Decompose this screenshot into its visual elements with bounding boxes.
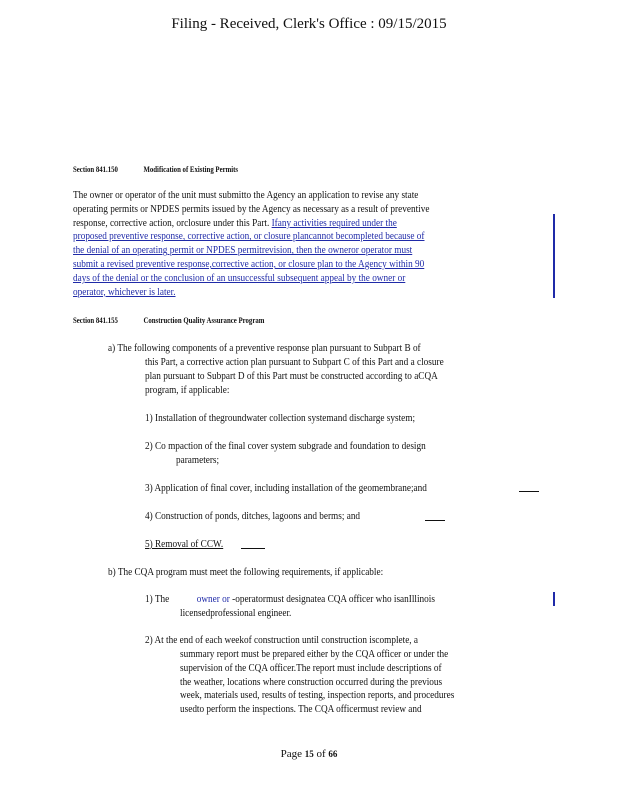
revision-line: submit a revised preventive response,corrective action, or closure plan to the Agency within 90 xyxy=(73,258,425,270)
section-841-150-body xyxy=(73,189,429,299)
list-item-2: 2) Co mpaction of the final cover system subgrade and foundation to design xyxy=(145,441,426,452)
item-b2-continuation: summary report must be prepared either by the CQA officer or under the supervision of the CQA officer.The report must include descriptions of the weather, locations where construction occurred during the previous week, materials used, results of testing, inspection reports, and procedures usedto perform the inspections. The CQA officermust review and xyxy=(180,649,455,716)
subsection-b: b) The CQA program must meet the following requirements, if applicable: xyxy=(108,567,384,578)
section-number: Section 841.150 xyxy=(73,165,118,174)
section-heading-841-155 xyxy=(73,316,264,325)
inserted-blank-line xyxy=(241,548,265,549)
page-number: 15 xyxy=(304,749,314,759)
list-item-1: 1) Installation of thegroundwater collection systemand discharge system; xyxy=(145,413,416,424)
inserted-text: owner or xyxy=(196,594,230,605)
revision-text: Ifany activities required under the xyxy=(271,217,397,229)
paragraph-line: The owner or operator of the unit must submitto the Agency an application to revise any state xyxy=(73,190,419,201)
inserted-blank-line xyxy=(519,491,539,492)
revision-change-bar xyxy=(553,592,555,606)
list-item-4: 4) Construction of ponds, ditches, lagoons and berms; and xyxy=(145,511,361,522)
revision-line: days of the denial or the conclusion of an unsuccessful subsequent appeal by the owner or xyxy=(73,272,406,284)
page-total: 66 xyxy=(328,749,338,759)
item-b2: 2) At the end of each weekof construction until construction iscomplete, a xyxy=(145,635,419,646)
revision-line: operator, whichever is later. xyxy=(73,286,176,298)
paragraph-line: response, corrective action, orclosure under this Part. Ifany activities required under the xyxy=(73,217,397,229)
section-heading-841-150 xyxy=(73,165,238,174)
revision-change-bar xyxy=(553,214,555,298)
revision-line: the denial of an operating permit or NPDES permitrevision, then the owneror operator must xyxy=(73,245,413,257)
page-header: Filing - Received, Clerk's Office : 09/15/2015 xyxy=(171,16,447,32)
subsection-a-continuation: this Part, a corrective action plan pursuant to Subpart C of this Part and a closure plan pursuant to Subpart D of this Part must be constructed according to aCQA program, if applicable: xyxy=(145,357,444,396)
subsection-a-first-line: a) The following components of a preventive response plan pursuant to Subpart B of xyxy=(108,343,421,354)
list-item-3: 3) Application of final cover, including installation of the geomembrane;and xyxy=(145,483,427,494)
inserted-blank-line xyxy=(425,520,445,521)
section-number: Section 841.155 xyxy=(73,316,118,325)
item-b1-continuation: licensedprofessional engineer. xyxy=(180,608,292,619)
revision-line: proposed preventive response, corrective action, or closure plancannot becompleted because of xyxy=(73,231,425,243)
page-footer: Page 15 of 66 xyxy=(280,748,338,760)
paragraph-line: operating permits or NPDES permits issued by the Agency as necessary as a result of preventive xyxy=(73,203,430,215)
list-item-2-continuation: parameters; xyxy=(176,455,220,466)
section-title: Construction Quality Assurance Program xyxy=(143,316,265,325)
section-title: Modification of Existing Permits xyxy=(143,165,239,174)
list-item-5: 5) Removal of CCW. xyxy=(145,539,224,550)
item-b1: 1) The owner or -operatormust designatea CQA officer who isanIllinois xyxy=(145,594,435,605)
